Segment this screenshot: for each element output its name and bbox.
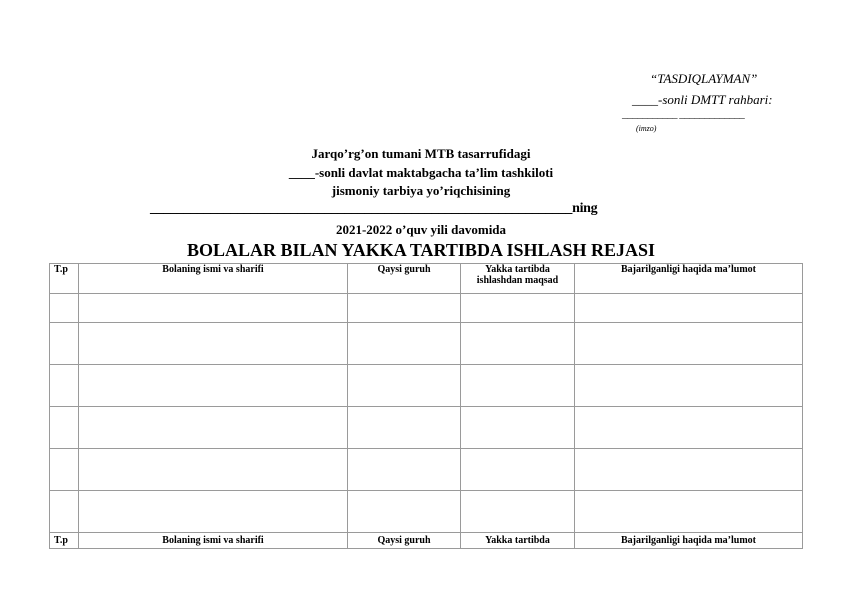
table-row — [50, 365, 803, 407]
table-cell[interactable] — [575, 491, 803, 533]
table-cell[interactable] — [50, 407, 79, 449]
column-header-purpose: Yakka tartibda ishlashdan maqsad — [461, 264, 575, 294]
table-cell[interactable] — [50, 449, 79, 491]
table-cell[interactable] — [50, 491, 79, 533]
header-line-year: 2021-2022 o’quv yili davomida — [335, 222, 507, 237]
table-row — [50, 294, 803, 323]
table-footer-row — [50, 533, 803, 549]
table-row — [50, 449, 803, 491]
column-header-completion: Bajarilganligi haqida ma’lumot — [575, 264, 803, 294]
table-cell[interactable] — [575, 323, 803, 365]
table-cell[interactable] — [50, 294, 79, 323]
table-cell[interactable] — [575, 365, 803, 407]
page-title: BOLALAR BILAN YAKKA TARTIBDA ISHLASH REJASI — [187, 240, 655, 260]
table-cell[interactable] — [79, 294, 348, 323]
plan-table — [49, 263, 803, 549]
approval-role: ____-sonli DMTT rahbari: — [632, 92, 773, 107]
table-cell[interactable] — [348, 323, 461, 365]
table-cell[interactable] — [348, 365, 461, 407]
header-line-district: Jarqo’rg’on tumani MTB tasarrufidagi — [311, 146, 531, 161]
header-line-instructor: jismoniy tarbiya yo’riqchisining — [331, 183, 511, 198]
footer-cell-group: Qaysi guruh — [348, 533, 461, 549]
table-cell[interactable] — [50, 323, 79, 365]
footer-cell-number: T.p — [50, 533, 79, 549]
table-row — [50, 491, 803, 533]
table-cell[interactable] — [79, 449, 348, 491]
footer-cell-purpose: Yakka tartibda — [461, 533, 575, 549]
signature-lines: ___________ _____________ — [622, 108, 745, 120]
column-header-number: T.p — [50, 264, 79, 294]
table-cell[interactable] — [348, 449, 461, 491]
table-cell[interactable] — [348, 407, 461, 449]
header-line-name-blank: _______________________________________________________________ning — [150, 201, 598, 216]
table-cell[interactable] — [461, 449, 575, 491]
table-row — [50, 407, 803, 449]
footer-cell-completion: Bajarilganligi haqida ma’lumot — [575, 533, 803, 549]
header-line-institution: ____-sonli davlat maktabgacha ta’lim tashkiloti — [288, 165, 554, 180]
table-cell[interactable] — [50, 365, 79, 407]
table-cell[interactable] — [79, 323, 348, 365]
table-header-row — [50, 264, 803, 294]
table-cell[interactable] — [575, 294, 803, 323]
column-header-group: Qaysi guruh — [348, 264, 461, 294]
footer-cell-child-name: Bolaning ismi va sharifi — [79, 533, 348, 549]
table-cell[interactable] — [461, 491, 575, 533]
table-cell[interactable] — [461, 407, 575, 449]
table-cell[interactable] — [79, 491, 348, 533]
table-cell[interactable] — [461, 365, 575, 407]
table-cell[interactable] — [461, 323, 575, 365]
column-header-child-name: Bolaning ismi va sharifi — [79, 264, 348, 294]
table-cell[interactable] — [575, 407, 803, 449]
table-cell[interactable] — [461, 294, 575, 323]
table-cell[interactable] — [348, 294, 461, 323]
table-cell[interactable] — [348, 491, 461, 533]
table-cell[interactable] — [79, 407, 348, 449]
table-row — [50, 323, 803, 365]
table-cell[interactable] — [575, 449, 803, 491]
signature-label: (imzo) — [636, 124, 657, 133]
approval-title: “TASDIQLAYMAN” — [650, 71, 758, 86]
table-cell[interactable] — [79, 365, 348, 407]
